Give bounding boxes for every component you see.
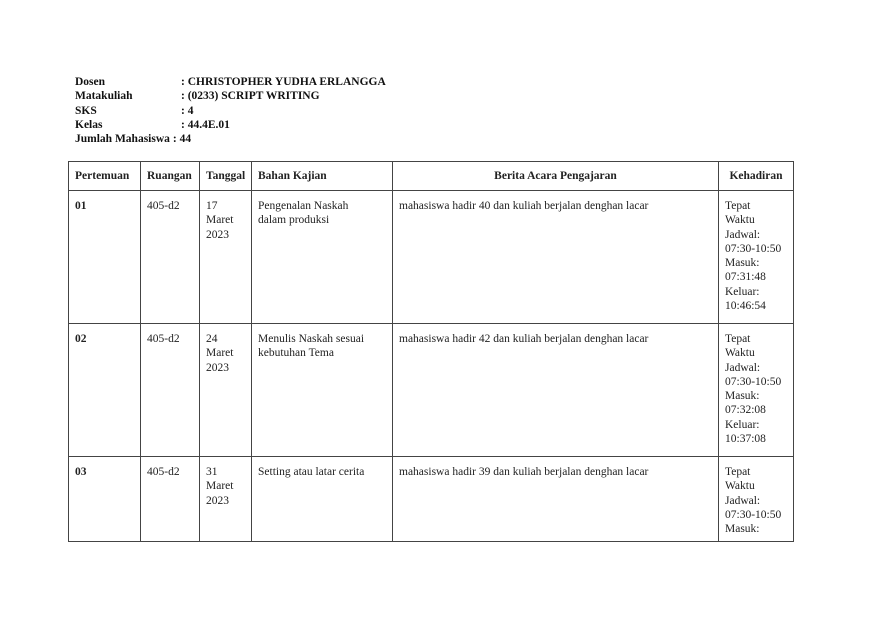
kehadiran-clip	[725, 465, 787, 541]
cell-bahan-kajian	[252, 191, 393, 324]
header-tanggal: Tanggal	[200, 162, 252, 191]
info-value: : (0233) SCRIPT WRITING	[181, 90, 320, 103]
kehadiran-line: Jadwal:	[725, 361, 761, 374]
cell-ruangan: 405-d2	[141, 457, 200, 542]
kehadiran-line: Waktu	[725, 214, 755, 227]
table-row	[69, 457, 794, 542]
cell-pertemuan: 03	[69, 457, 141, 542]
cell-ruangan: 405-d2	[141, 324, 200, 457]
info-label: Matakuliah	[75, 90, 133, 103]
bahan-line: Setting atau latar cerita	[258, 466, 365, 478]
date-day: 24	[206, 333, 218, 345]
course-info	[75, 75, 386, 146]
date-year: 2023	[206, 494, 229, 507]
cell-berita-acara: mahasiswa hadir 40 dan kuliah berjalan denghan lacar	[393, 191, 719, 324]
table-row	[69, 324, 794, 457]
kehadiran-line: Keluar:	[725, 418, 760, 431]
kehadiran-line: 07:32:08	[725, 404, 766, 417]
header-bahan-kajian: Bahan Kajian	[252, 162, 393, 191]
info-value: : CHRISTOPHER YUDHA ERLANGGA	[181, 76, 386, 88]
cell-pertemuan: 02	[69, 324, 141, 457]
date-year: 2023	[206, 228, 229, 241]
info-value: : 44	[172, 133, 192, 146]
kehadiran-line: 07:31:48	[725, 271, 766, 284]
cell-tanggal	[200, 191, 252, 324]
cell-bahan-kajian	[252, 324, 393, 457]
date-month: Maret	[206, 480, 234, 493]
cell-berita-acara: mahasiswa hadir 42 dan kuliah berjalan denghan lacar	[393, 324, 719, 457]
bahan-line: kebutuhan Tema	[258, 347, 334, 360]
attendance-table	[68, 161, 794, 542]
kehadiran-line: Jadwal:	[725, 494, 761, 507]
info-row-jumlah-mahasiswa	[75, 132, 386, 146]
cell-kehadiran	[719, 457, 794, 542]
info-value: : 4	[181, 104, 194, 117]
date-month: Maret	[206, 214, 234, 227]
cell-berita-acara: mahasiswa hadir 39 dan kuliah berjalan denghan lacar	[393, 457, 719, 542]
info-row-matakuliah	[75, 89, 386, 103]
cell-tanggal	[200, 324, 252, 457]
date-day: 17	[206, 200, 218, 212]
header-kehadiran: Kehadiran	[719, 162, 794, 191]
kehadiran-line: Waktu	[725, 480, 755, 493]
info-label: Dosen	[75, 76, 106, 88]
table-row	[69, 191, 794, 324]
info-label: SKS	[75, 104, 97, 117]
info-row-kelas	[75, 118, 386, 132]
kehadiran-line: Masuk:	[725, 390, 760, 403]
kehadiran-line: Masuk:	[725, 523, 760, 536]
info-label: Jumlah Mahasiswa	[75, 133, 170, 146]
bahan-line: Pengenalan Naskah	[258, 200, 349, 212]
kehadiran-line: Keluar:	[725, 285, 760, 298]
kehadiran-line: Jadwal:	[725, 228, 761, 241]
kehadiran-line: 07:30-10:50	[725, 508, 782, 521]
kehadiran-line: Tepat	[725, 333, 751, 345]
kehadiran-line: Tepat	[725, 466, 751, 478]
cell-tanggal	[200, 457, 252, 542]
kehadiran-line: Tepat	[725, 200, 751, 212]
cell-pertemuan: 01	[69, 191, 141, 324]
header-pertemuan: Pertemuan	[69, 162, 141, 191]
kehadiran-line: 10:37:08	[725, 433, 766, 446]
kehadiran-line: 07:30-10:50	[725, 242, 782, 255]
cell-bahan-kajian	[252, 457, 393, 542]
date-day: 31	[206, 466, 218, 478]
table-header-row	[69, 162, 794, 191]
date-year: 2023	[206, 361, 229, 374]
cell-kehadiran	[719, 191, 794, 324]
info-row-sks	[75, 104, 386, 118]
cell-ruangan: 405-d2	[141, 191, 200, 324]
header-berita-acara: Berita Acara Pengajaran	[393, 162, 719, 191]
kehadiran-line: Masuk:	[725, 257, 760, 270]
info-value: : 44.4E.01	[181, 118, 230, 131]
kehadiran-line: 07:30-10:50	[725, 375, 782, 388]
bahan-line: Menulis Naskah sesuai	[258, 333, 365, 345]
bahan-line: dalam produksi	[258, 214, 330, 227]
kehadiran-line: Waktu	[725, 347, 755, 360]
info-row-dosen	[75, 75, 386, 89]
cell-kehadiran	[719, 324, 794, 457]
date-month: Maret	[206, 347, 234, 360]
kehadiran-line: 10:46:54	[725, 300, 766, 313]
header-ruangan: Ruangan	[141, 162, 200, 191]
info-label: Kelas	[75, 118, 103, 131]
